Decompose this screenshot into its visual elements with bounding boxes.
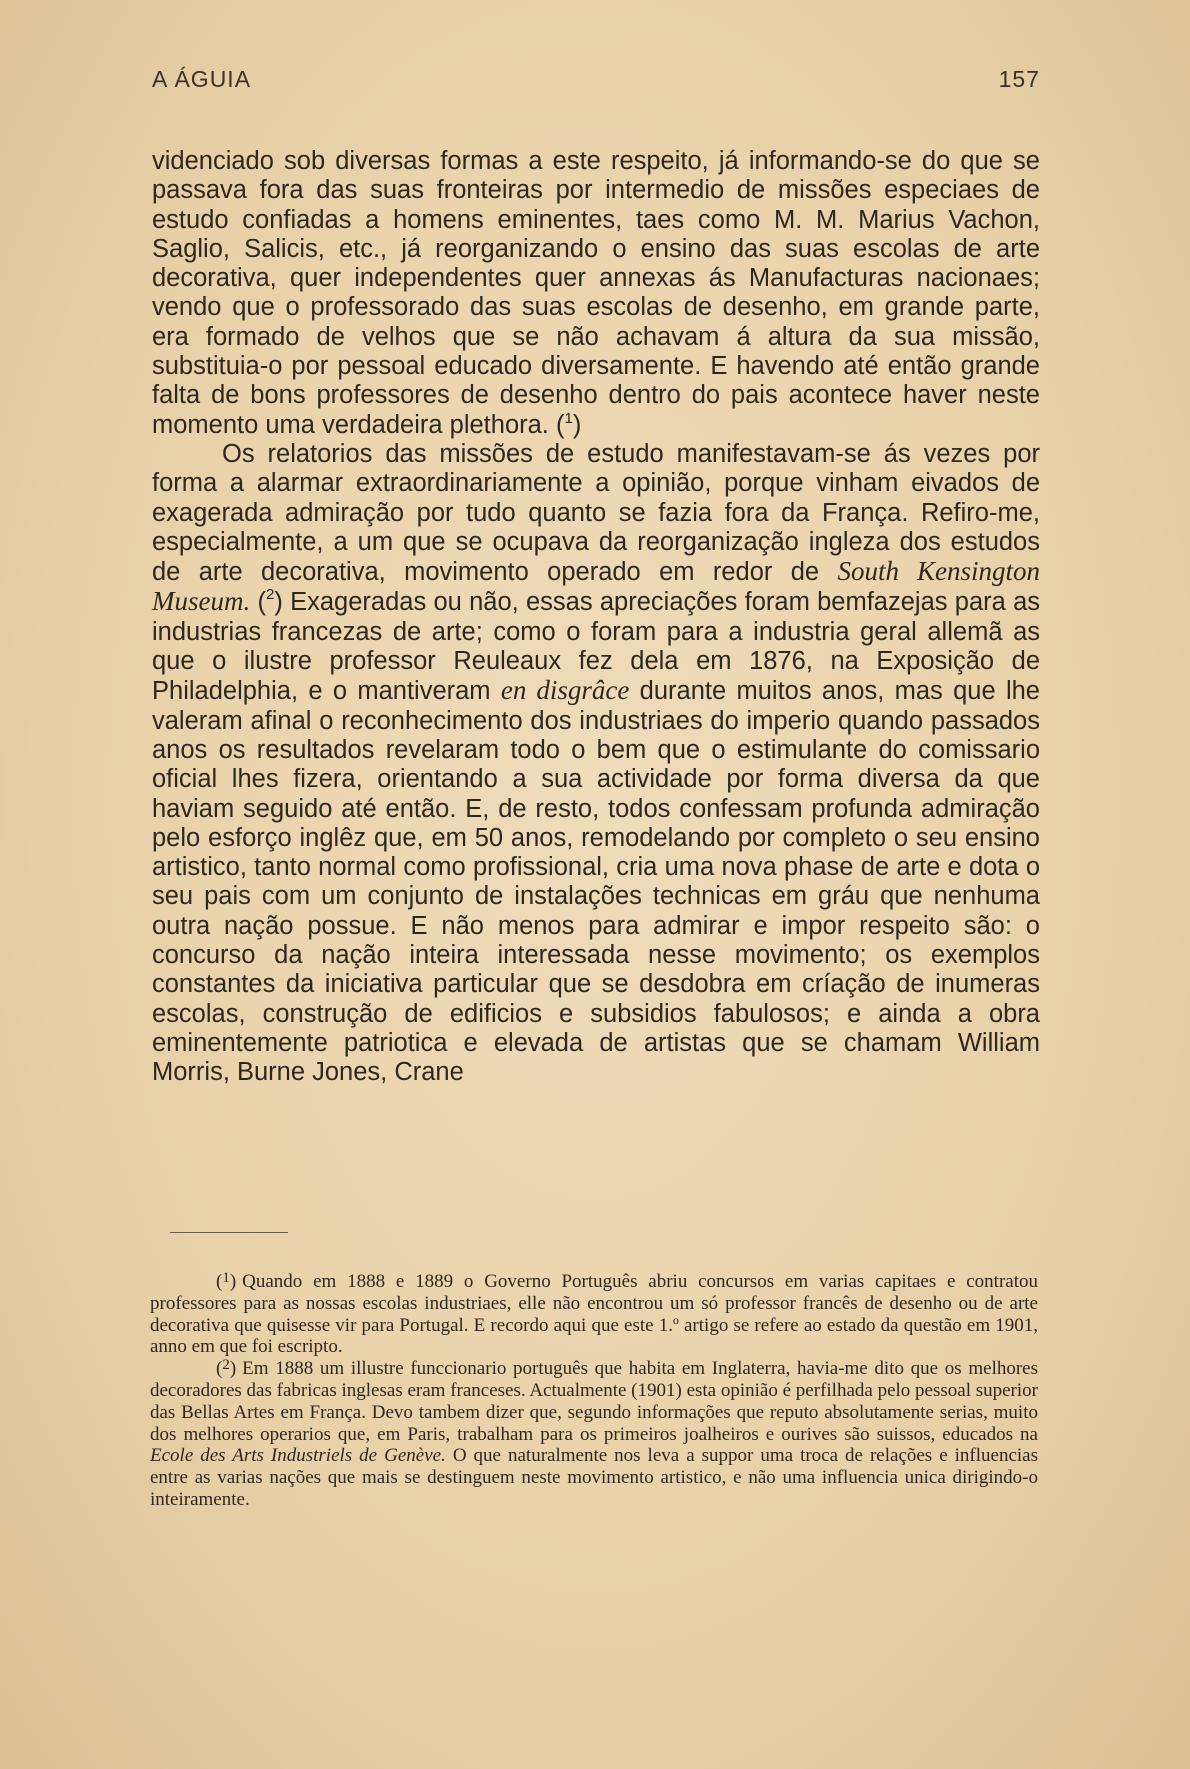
footnote-1-marker: 1 bbox=[222, 1270, 230, 1286]
main-text bbox=[152, 147, 1040, 1088]
footnote-1: ($^1$) Quando em 1888 e 1889 o Governo Português abriu concursos em varias capitaes e contratou professores para as nossas escolas industriaes, elle não encontrou um só professor francês de desenho ou de arte decorativa que quisesse vir para Portugal. E recordo aqui que este 1.º artigo se refere ao estado da questão em 1901, anno em que foi escripto. bbox=[150, 1270, 1038, 1358]
footnote-2-text-a: Em 1888 um illustre funccionario português que habita em Inglaterra, havia-me dito que os melhores decoradores das fabricas inglesas eram franceses. Actualmente (1901) esta opinião é perfilhada pelo pessoal superior das Bellas Artes em França. Devo tambem dizer que, segundo informações que reputo absolutamente serias, muito dos melhores operarios que, em Paris, trabalham para os primeiros joalheiros e ourives são suissos, educados na bbox=[150, 1358, 1038, 1445]
paragraph-2-text-c: durante muitos anos, mas que lhe valeram afinal o reconhecimento dos industriaes do imperio quando passados anos os resultados revelaram todo o bem que o estimulante do comissario oficial lhes fizera, orientando a sua actividade por forma diversa da que haviam seguido até então. E, de resto, todos confessam profunda admiração pelo esforço inglêz que, em 50 anos, remodelando por completo o seu ensino artistico, tanto normal como profissional, cria uma nova phase de arte e dota o seu pais com um conjunto de instalações technicas em gráu que nenhuma outra nação possue. E não menos para admirar e impor respeito são: o concurso da nação inteira interessada nesse movimento; os exemplos constantes da iniciativa particular que se desdobra em críação de inumeras escolas, construção de edificios e subsidios fabulosos; e ainda a obra eminentemente patriotica e elevada de artistas que se chamam William Morris, Burne Jones, Crane bbox=[152, 677, 1040, 1087]
journal-title: A ÁGUIA bbox=[152, 66, 252, 92]
museum-name: South Kensington Museum. bbox=[152, 556, 1040, 617]
page-number: 157 bbox=[998, 66, 1040, 92]
footnote-1-text: Quando em 1888 e 1889 o Governo Português abriu concursos em varias capitaes e contratou professores para as nossas escolas industriaes, elle não encontrou um só professor francês de desenho ou de arte decorativa que quisesse vir para Portugal. E recordo aqui que este 1.º artigo se refere ao estado da questão em 1901, anno em que foi escripto. bbox=[150, 1271, 1038, 1358]
paragraph-1-text: videnciado sob diversas formas a este respeito, já informando-se do que se passava fora das suas fronteiras por intermedio de missões especiaes de estudo confiadas a homens eminentes, taes como M. M. Marius Vachon, Saglio, Salicis, etc., já reorganizando o ensino das suas escolas de arte decorativa, quer independentes quer annexas ás Manufacturas nacionaes; vendo que o professorado das suas escolas de desenho, em grande parte, era formado de velhos que se não achavam á altura da sua missão, substituia-o por pessoal educado diversamente. E havendo até então grande falta de bons professores de desenho dentro do pais acontece haver neste momento uma verdadeira plethora. bbox=[152, 147, 1040, 439]
paragraph-2-text-a: Os relatorios das missões de estudo manifestavam-se ás vezes por forma a alarmar extraordinariamente a opinião, porque vinham eivados de exagerada admiração por tudo quanto se fazia fora da França. Refiro-me, especialmente, a um que se ocupava da reorganização ingleza dos estudos de arte decorativa, movimento operado em redor de bbox=[152, 439, 1040, 587]
footnote-2-marker: 2 bbox=[222, 1357, 230, 1374]
paragraph-1: videnciado sob diversas formas a este respeito, já informando-se do que se passava fora das suas fronteiras por intermedio de missões especiaes de estudo confiadas a homens eminentes, taes como M. M. Marius Vachon, Saglio, Salicis, etc., já reorganizando o ensino das suas escolas de arte decorativa, quer independentes quer annexas ás Manufacturas nacionaes; vendo que o professorado das suas escolas de desenho, em grande parte, era formado de velhos que se não achavam á altura da sua missão, substituia-o por pessoal educado diversamente. E havendo até então grande falta de bons professores de desenho dentro do pais acontece haver neste momento uma verdadeira plethora. ($^1$) bbox=[152, 147, 1040, 439]
paragraph-2-text-b: Exageradas ou não, essas apreciações foram bemfazejas para as industrias francezas de arte; como o foram para a industria geral allemã as que o ilustre professor Reuleaux fez dela em 1876, na Exposição de Philadelphia, e o mantiveram bbox=[152, 588, 1040, 706]
running-header bbox=[152, 66, 1040, 100]
footnote-2: ($^2$) Em 1888 um illustre funccionario português que habita em Inglaterra, havia-me dito que os melhores decoradores das fabricas inglesas eram franceses. Actualmente (1901) esta opinião é perfilhada pelo pessoal superior das Bellas Artes em França. Devo tambem dizer que, segundo informações que reputo absolutamente serias, muito dos melhores operarios que, em Paris, trabalham para os primeiros joalheiros e ourives são suissos, educados na Ecole des Arts Industriels de Genève. O que naturalmente nos leva a suppor uma troca de relações e influencias entre as varias nações que mais se destinguem neste movimento artistico, e não uma influencia unica dirigindo-o inteiramente. bbox=[150, 1357, 1038, 1510]
paragraph-2: Os relatorios das missões de estudo manifestavam-se ás vezes por forma a alarmar extraordinariamente a opinião, porque vinham eivados de exagerada admiração por tudo quanto se fazia fora da França. Refiro-me, especialmente, a um que se ocupava da reorganização ingleza dos estudos de arte decorativa, movimento operado em redor de South Kensington Museum. ($^2$) Exageradas ou não, essas apreciações foram bemfazejas para as industrias francezas de arte; como o foram para a industria geral allemã as que o ilustre professor Reuleaux fez dela em 1876, na Exposição de Philadelphia, e o mantiveram en disgrâce durante muitos anos, mas que lhe valeram afinal o reconhecimento dos industriaes do imperio quando passados anos os resultados revelaram todo o bem que o estimulante do comissario oficial lhes fizera, orientando a sua actividade por forma diversa da que haviam seguido até então. E, de resto, todos confessam profunda admiração pelo esforço inglêz que, em 50 anos, remodelando por completo o seu ensino artistico, tanto normal como profissional, cria uma nova phase de arte e dota o seu pais com um conjunto de instalações technicas em gráu que nenhuma outra nação possue. E não menos para admirar e impor respeito são: o concurso da nação inteira interessada nesse movimento; os exemplos constantes da iniciativa particular que se desdobra em críação de inumeras escolas, construção de edificios e subsidios fabulosos; e ainda a obra eminentemente patriotica e elevada de artistas que se chamam William Morris, Burne Jones, Crane bbox=[152, 439, 1040, 1087]
footnote-separator bbox=[170, 1232, 288, 1233]
footnotes bbox=[150, 1271, 1038, 1511]
note-ref-2: 2 bbox=[266, 586, 275, 604]
note-ref-1: 1 bbox=[564, 409, 573, 427]
school-name: Ecole des Arts Industriels de Genève. bbox=[150, 1445, 446, 1467]
footnote-2-text-b: O que naturalmente nos leva a suppor uma troca de relações e influencias entre as varias nações que mais se destinguem neste movimento artistico, e não uma influencia unica dirigindo-o inteiramente. bbox=[150, 1445, 1038, 1510]
french-phrase: en disgrâce bbox=[500, 675, 630, 706]
